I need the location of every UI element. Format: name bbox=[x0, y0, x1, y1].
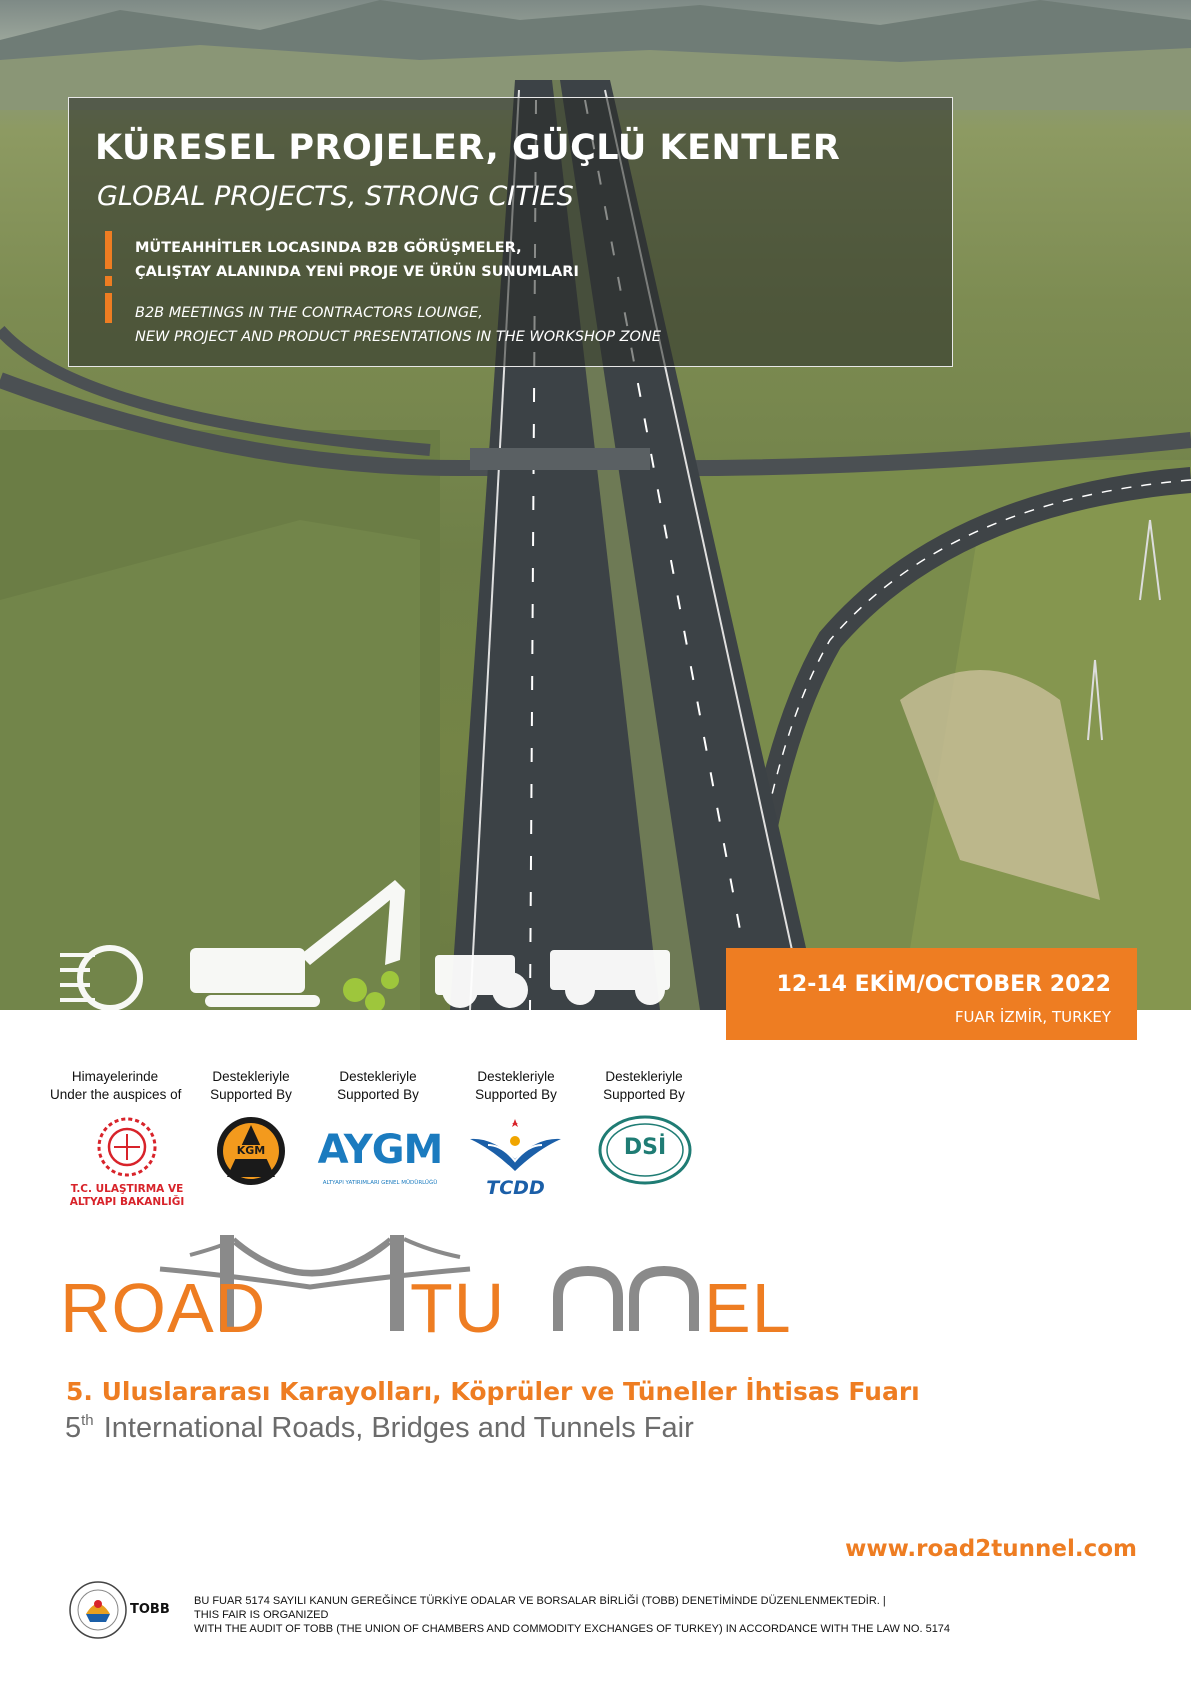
sponsor-role-tr: Destekleriyle bbox=[605, 1069, 683, 1084]
sponsor-dsi bbox=[579, 1068, 709, 1104]
sponsor-role-en: Supported By bbox=[603, 1087, 685, 1102]
fair-title-en bbox=[65, 1412, 694, 1445]
legal-line: WITH THE AUDIT OF TOBB (THE UNION OF CHAMBERS AND COMMODITY EXCHANGES OF TURKEY) IN ACCORDANCE WITH THE LAW NO. 5174 bbox=[194, 1623, 951, 1635]
tobb-emblem-icon bbox=[68, 1580, 128, 1640]
sub-en-line: B2B MEETINGS IN THE CONTRACTORS LOUNGE, bbox=[135, 305, 483, 321]
legal-line: BU FUAR 5174 SAYILI KANUN GEREĞİNCE TÜRKİYE ODALAR VE BORSALAR BİRLİĞİ (TOBB) DENETİMİNDE DÜZENLENMEKTEDİR. | bbox=[194, 1595, 886, 1607]
event-venue: FUAR İZMİR, TURKEY bbox=[954, 1008, 1111, 1026]
tobb-label: TOBB bbox=[130, 1602, 170, 1617]
website-link[interactable]: www.road2tunnel.com bbox=[845, 1536, 1137, 1562]
sponsor-role-tr: Destekleriyle bbox=[212, 1069, 290, 1084]
sponsor-role-tr: Destekleriyle bbox=[477, 1069, 555, 1084]
ministry-name-line1: T.C. ULAŞTIRMA VE bbox=[70, 1183, 184, 1195]
accent-bar bbox=[105, 293, 112, 323]
fair-title-tr: 5. Uluslararası Karayolları, Köprüler ve Tüneller İhtisas Fuarı bbox=[66, 1377, 920, 1406]
fair-number: 5 bbox=[65, 1412, 82, 1444]
brand-tu: TU bbox=[410, 1269, 506, 1347]
tcdd-emblem-icon bbox=[468, 1115, 563, 1175]
sub-tr-line: MÜTEAHHİTLER LOCASINDA B2B GÖRÜŞMELER, bbox=[135, 240, 522, 256]
sponsor-tcdd bbox=[451, 1068, 581, 1104]
aygm-label: AYGM bbox=[317, 1127, 443, 1173]
event-date: 12-14 EKİM/OCTOBER 2022 bbox=[776, 972, 1111, 997]
aygm-subtitle: ALTYAPI YATIRIMLARI GENEL MÜDÜRLÜĞÜ bbox=[322, 1180, 438, 1186]
sponsor-role-en: Supported By bbox=[337, 1087, 419, 1102]
fair-ordinal: th bbox=[81, 1412, 94, 1429]
sponsor-role-en: Supported By bbox=[475, 1087, 557, 1102]
aygm-logo bbox=[315, 1115, 445, 1195]
dsi-label: DSİ bbox=[623, 1135, 667, 1160]
tobb-logo bbox=[68, 1580, 170, 1640]
ministry-name-line2: ALTYAPI BAKANLIĞI bbox=[69, 1196, 185, 1208]
headline-box bbox=[68, 97, 953, 367]
kgm-logo bbox=[215, 1115, 287, 1187]
headline-sub-en bbox=[135, 301, 661, 349]
tcdd-label: TCDD bbox=[486, 1177, 545, 1199]
sponsor-aygm bbox=[313, 1068, 443, 1104]
legal-notice bbox=[194, 1594, 1094, 1636]
fair-title-en-rest: International Roads, Bridges and Tunnels Fair bbox=[103, 1412, 694, 1444]
headline-title-tr: KÜRESEL PROJELER, GÜÇLÜ KENTLER bbox=[95, 128, 841, 168]
sponsor-role-tr: Himayelerinde bbox=[71, 1069, 159, 1084]
brand-el: EL bbox=[704, 1269, 792, 1347]
sub-tr-line: ÇALIŞTAY ALANINDA YENİ PROJE VE ÜRÜN SUNUMLARI bbox=[135, 264, 579, 280]
accent-bar bbox=[105, 231, 112, 269]
kgm-label: KGM bbox=[236, 1144, 266, 1157]
road2tunnel-logo bbox=[60, 1235, 792, 1350]
sponsor-role-en: Under the auspices of bbox=[50, 1087, 182, 1102]
ministry-logo bbox=[62, 1115, 192, 1215]
headline-sub-tr bbox=[135, 236, 579, 284]
dsi-logo bbox=[598, 1115, 692, 1185]
sponsor-role-tr: Destekleriyle bbox=[339, 1069, 417, 1084]
sponsor-role-en: Supported By bbox=[210, 1087, 292, 1102]
accent-bar bbox=[105, 276, 112, 286]
tcdd-logo bbox=[468, 1115, 563, 1210]
headline-title-en: GLOBAL PROJECTS, STRONG CITIES bbox=[97, 181, 574, 212]
legal-line: THIS FAIR IS ORGANIZED bbox=[194, 1609, 329, 1621]
sponsor-kgm bbox=[186, 1068, 316, 1104]
event-date-box bbox=[726, 948, 1137, 1040]
sponsor-ministry bbox=[50, 1068, 180, 1104]
sub-en-line: NEW PROJECT AND PRODUCT PRESENTATIONS IN THE WORKSHOP ZONE bbox=[135, 329, 661, 345]
brand-road: ROAD bbox=[60, 1269, 267, 1347]
